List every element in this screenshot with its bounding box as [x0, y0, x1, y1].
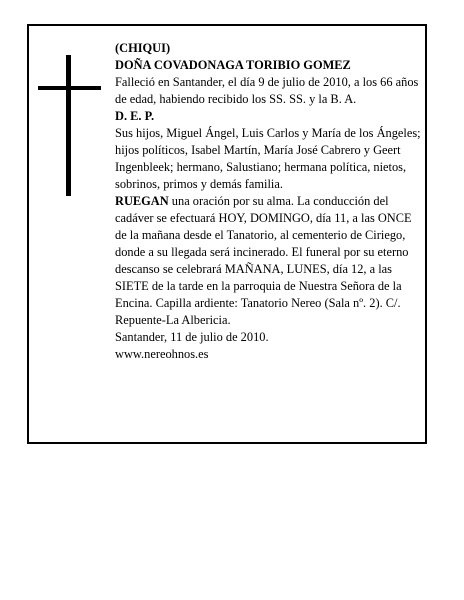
deceased-name: DOÑA COVADONAGA TORIBIO GOMEZ [115, 58, 351, 72]
nickname: (CHIQUI) [115, 41, 171, 55]
place-date: Santander, 11 de julio de 2010. [115, 330, 269, 344]
request-text: una oración por su alma. La conducción del cadáver se efectuará HOY, DOMINGO, día 11, a las ONCE de la mañana desde el Tanatorio, al cementerio de Ciriego, donde a su llegada será incinerado. El funeral por su eterno descanso se celebrará MAÑANA, LUNES, día 12, a las SIETE de la tarde en la parroquia de Nuestra Señora de la Encina. Capilla ardiente: Tanatorio Nereo (Sala nº. 2). C/. Repuente-La Albericia. [115, 194, 412, 327]
request-label: RUEGAN [115, 194, 169, 208]
cross-icon-bar [38, 86, 101, 90]
rip: D. E. P. [115, 109, 155, 123]
family-list: Sus hijos, Miguel Ángel, Luis Carlos y María de los Ángeles; hijos políticos, Isabel Martín, María José Cabrero y Geert Ingenbleek; hermano, Salustiano; hermana política, nietos, sobrinos, primos y demás familia. [115, 126, 421, 191]
death-announcement: Falleció en Santander, el día 9 de julio de 2010, a los 66 años de edad, habiendo recibido los SS. SS. y la B. A. [115, 75, 419, 106]
cross-icon [66, 55, 71, 196]
obituary-text [115, 40, 421, 363]
request-paragraph [115, 193, 421, 329]
website: www.nereohnos.es [115, 347, 209, 361]
